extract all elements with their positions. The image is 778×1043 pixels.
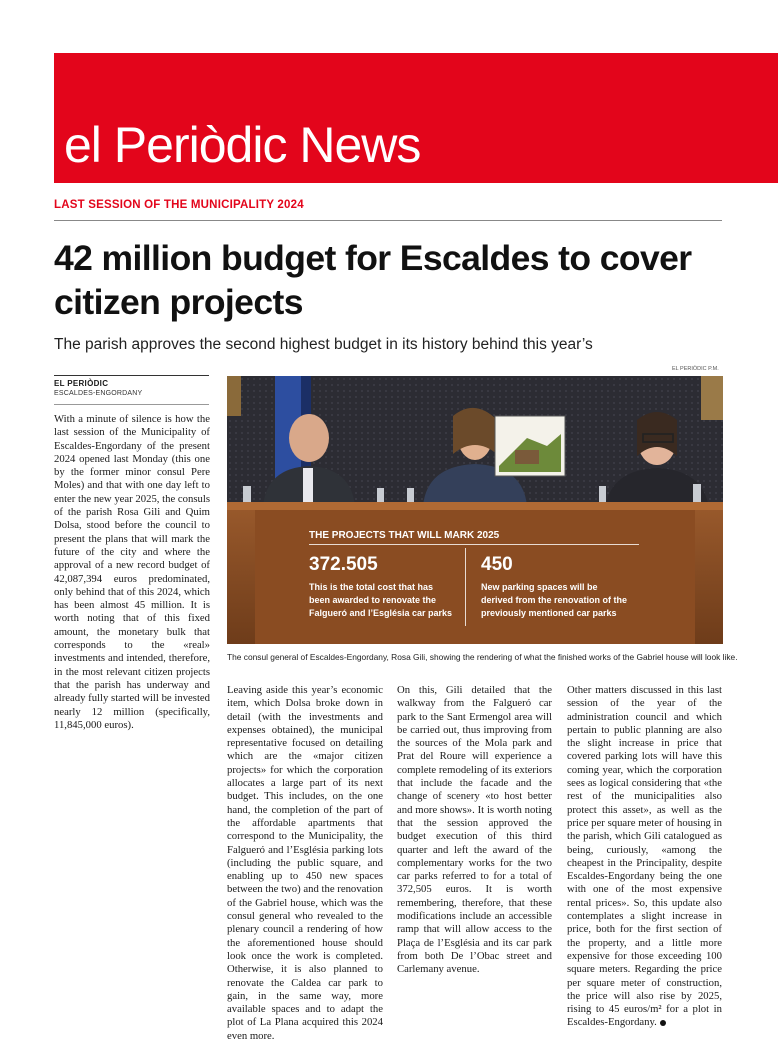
article-subhead: The parish approves the second highest budget in its history behind this year’s xyxy=(54,336,593,353)
stat-cost-line-1: This is the total cost that has xyxy=(309,582,434,592)
paragraph-4-text: Other matters discussed in this last session of the year of the administration council and which pertain to public planning are also the slight increase in price that covered parking lots will have this coming year, which the corporation sees as logical considering that «the rest of the municipalities also protect this asset», as well as the price per square meter of housing in the parish, which Gili catalogued as being, curiously, «among the cheapest in the Principality, despite Escaldes-Engordany being the one with one of the most expensive rental prices». So, this update also contemplates a slight increase in price, both for the first section of the property, and a little more expensive for those exceeding 100 square meters. Regarding the price per square meter of construction, the price will also rise by 2025, rising to 45 euros/m² for a plot in Escaldes-Engordany. xyxy=(567,684,722,1029)
byline-divider-bottom xyxy=(54,404,209,405)
stat-cost-value: 372.505 xyxy=(309,554,378,575)
stat-parking-line-2: derived from the renovation of the xyxy=(481,595,628,605)
stat-parking-line-3: previously mentioned car parks xyxy=(481,608,617,618)
masthead-banner xyxy=(54,53,778,183)
byline-divider xyxy=(54,375,209,376)
body-column-4 xyxy=(567,684,722,1030)
council-session-illustration xyxy=(227,376,723,644)
stat-parking-line-1: New parking spaces will be xyxy=(481,582,598,592)
body-column-1 xyxy=(54,413,210,732)
photo-caption: The consul general of Escaldes-Engordany, Rosa Gili, showing the rendering of what the finished works of the Gabriel house will look like. xyxy=(227,652,738,662)
stat-cost-line-3: Falgueró and l’Església car parks xyxy=(309,608,453,618)
paragraph-3: On this, Gili detailed that the walkway from the Falgueró car park to the Sant Ermengol area will be carried out, thus improving from the sources of the Mola park and Prat del Roure will experience a complete remodeling of its exteriors that include the facade and the change of scenery «to host better and more shows». It is worth noting that the session approved the budget execution of this third quarter and left the award of the complementary works for the two car parks referred to for a total of 372,505 euros. It is worth remembering, therefore, that these modifications include an accessible ramp that will allow access to the Plaça de l’Església and its car park from both De l’Obac street and Carlemany avenue. xyxy=(397,684,552,976)
byline-author: EL PERIÒDIC xyxy=(54,379,109,388)
photo-credit: EL PERIÒDIC P.M. xyxy=(672,366,719,372)
panel-title: THE PROJECTS THAT WILL MARK 2025 xyxy=(309,530,500,541)
body-column-2 xyxy=(227,684,383,1043)
body-column-3 xyxy=(397,684,552,977)
article-photo xyxy=(227,376,723,644)
paragraph-1: With a minute of silence is how the last session of the Municipality of Escaldes-Engordany of the present 2024 opened last Monday (this one by the former minor consul Pere Moles) and that with one day left to enter the new year 2025, the consuls of the parish Rosa Gili and Quim Dolsa, stood before the council to present the plans that will mark the future of the city and where the approval of a new record budget of 42,087,394 euros predominated, only behind that of this 2024, which has been almost 45 million. It is worth noting that of this fixed amount, the monetary bulk that corresponds to the «real» investments and intended, therefore, in the most relevant citizen projects that the parish has underway and already fully started will be invested nearly 12 million (specifically, 11,845,000 euros). xyxy=(54,413,210,731)
stat-cost-line-2: been awarded to renovate the xyxy=(309,595,437,605)
byline-location: ESCALDES-ENGORDANY xyxy=(54,390,143,397)
paragraph-2: Leaving aside this year’s economic item, which Dolsa broke down in detail (with the investments and expenses obtained), the municipal representative focused on detailing which are the «major citizen projects» for which the corporation allocates a large part of its next budget. This includes, on the one hand, the completion of the part of the affordable apartments that correspond to the Municipality, the Falgueró and l’Església parking lots (including the public square, and enabling up to 450 new spaces between the two) and the renovation of the Gabriel house, which was the consul general who revealed to the plenary council a rendering of how the aforementioned house should look once the work is completed. Otherwise, it is also planned to renovate the Caldea car park to gain, in the same way, more available spaces and to adapt the plot of La Plana acquired this 2024 even more. xyxy=(227,684,383,1042)
newspaper-logo: el Periòdic News xyxy=(64,117,421,173)
article-headline: 42 million budget for Escaldes to cover citizen projects xyxy=(54,238,692,322)
stat-parking-value: 450 xyxy=(481,554,513,575)
section-kicker: LAST SESSION OF THE MUNICIPALITY 2024 xyxy=(54,199,304,211)
kicker-divider xyxy=(54,220,722,221)
end-of-article-icon xyxy=(660,1020,666,1026)
paragraph-4 xyxy=(567,684,722,1030)
